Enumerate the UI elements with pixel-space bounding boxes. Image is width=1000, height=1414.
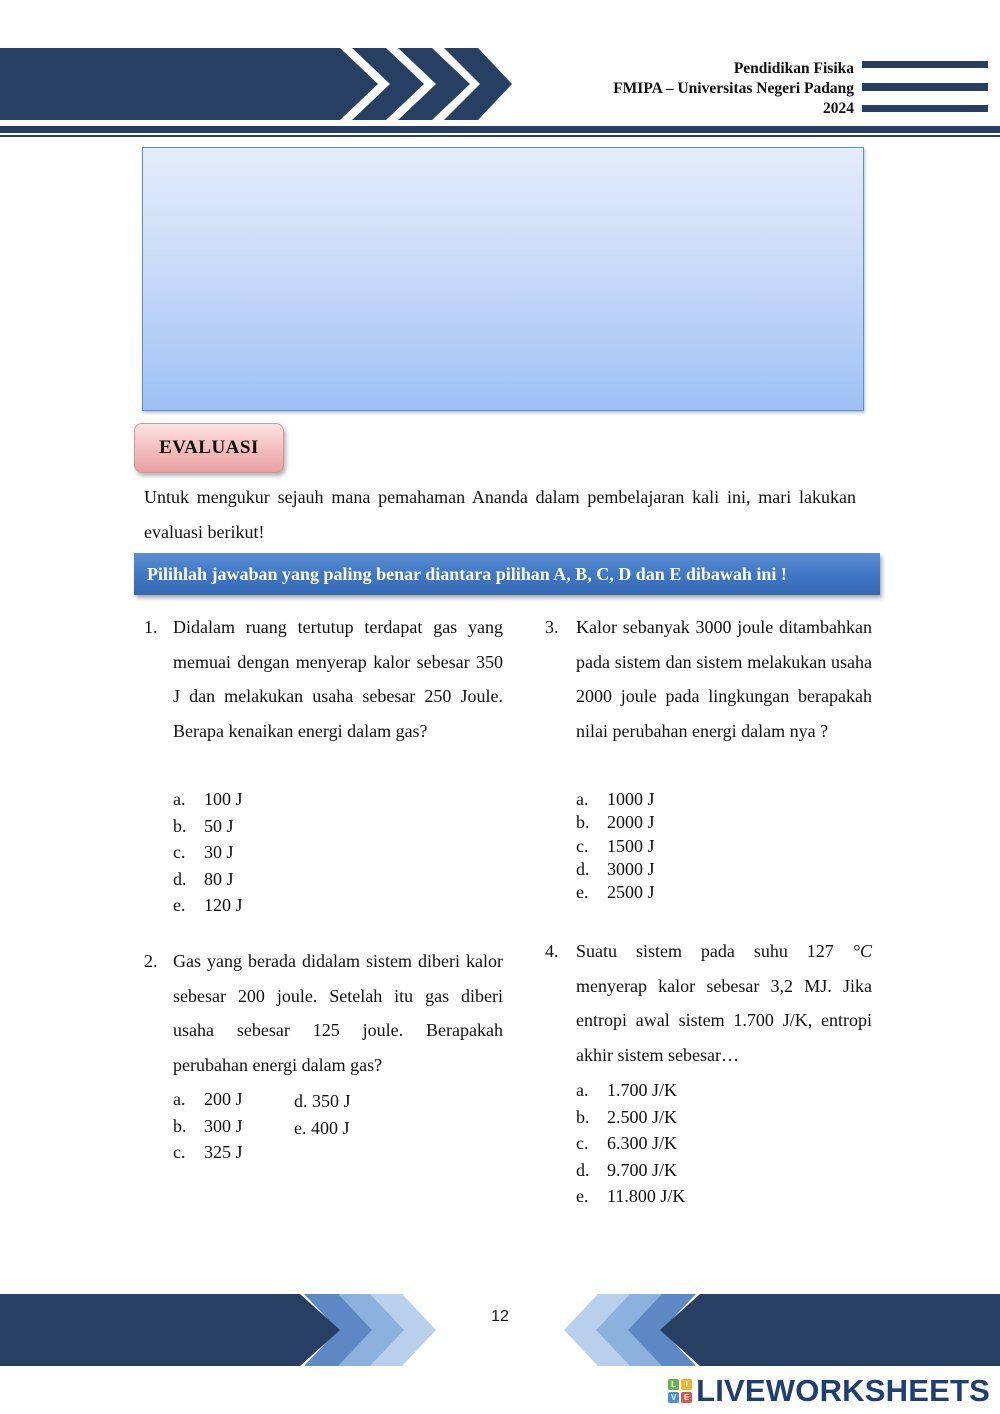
option-value: 300 J	[204, 1115, 243, 1136]
answer-option[interactable]	[576, 858, 776, 881]
option-text: d. 350 J	[294, 1091, 351, 1111]
option-value: 1000 J	[607, 789, 655, 809]
option-value: 30 J	[204, 842, 234, 862]
question-number: 4.	[545, 941, 559, 961]
option-letter: a.	[173, 1089, 186, 1109]
question-text-start: Suatu sistem pada suhu 127	[576, 941, 834, 961]
answer-option[interactable]	[294, 1088, 404, 1115]
option-value: 100 J	[204, 789, 243, 809]
question-4	[545, 934, 875, 1219]
header-university: FMIPA – Universitas Negeri Padang	[613, 80, 854, 97]
option-value: 2500 J	[607, 882, 655, 903]
option-letter: c.	[173, 842, 186, 862]
option-letter: e.	[173, 895, 186, 915]
option-letter: c.	[576, 835, 589, 856]
option-letter: a.	[576, 1080, 589, 1100]
question-2	[144, 944, 504, 1174]
option-value: 3000 J	[607, 858, 655, 879]
liveworksheets-brand	[668, 1373, 990, 1409]
option-letter: b.	[173, 815, 187, 836]
question-number: 1.	[144, 617, 158, 637]
content-panel	[142, 147, 864, 411]
option-letter: d.	[173, 868, 187, 889]
instruction-bar: Pilihlah jawaban yang paling benar diantara pilihan A, B, C, D dan E dibawah ini !	[134, 553, 880, 595]
option-value: 80 J	[204, 868, 234, 889]
option-letter: b.	[576, 812, 590, 833]
answer-option[interactable]	[576, 811, 776, 834]
answer-options	[173, 786, 373, 919]
liveworksheets-wordmark: LIVEWORKSHEETS	[696, 1373, 990, 1408]
temperature-unit: °C	[852, 941, 872, 961]
answer-option[interactable]	[576, 1077, 776, 1104]
question-text	[576, 934, 872, 1072]
question-number: 3.	[545, 617, 559, 637]
option-value: 9.700 J/K	[607, 1159, 678, 1180]
question-text: Gas yang berada didalam sistem diberi kalor sebesar 200 joule. Setelah itu gas diberi usaha sebesar 125 joule. Berapakah perubahan energi dalam gas?	[173, 951, 503, 1075]
option-value: 6.300 J/K	[607, 1133, 678, 1153]
option-value: 120 J	[204, 895, 243, 915]
option-letter: c.	[576, 1133, 589, 1153]
question-3	[545, 610, 875, 910]
header-year: 2024	[823, 100, 854, 117]
option-letter: c.	[173, 1142, 186, 1162]
answer-options	[576, 1077, 776, 1210]
question-number: 2.	[144, 951, 158, 971]
option-letter: a.	[173, 789, 186, 809]
answer-option[interactable]	[173, 786, 373, 813]
logo-letter: L	[668, 1379, 679, 1390]
answer-option[interactable]	[173, 1139, 283, 1166]
answer-option[interactable]	[576, 1104, 776, 1131]
option-letter: b.	[576, 1106, 590, 1127]
header-text	[534, 59, 854, 119]
logo-letter: I	[681, 1379, 692, 1390]
option-value: 325 J	[204, 1142, 243, 1162]
answer-option[interactable]	[294, 1115, 404, 1142]
answer-option[interactable]	[173, 1086, 283, 1113]
page-number: 12	[491, 1308, 509, 1325]
answer-options	[576, 788, 776, 904]
option-value: 11.800 J/K	[607, 1186, 686, 1206]
answer-option[interactable]	[173, 839, 373, 866]
question-1	[144, 610, 504, 930]
evaluasi-badge: EVALUASI	[134, 423, 284, 473]
answer-option[interactable]	[173, 866, 373, 893]
answer-options	[173, 1086, 283, 1166]
answer-options-col2	[294, 1088, 404, 1141]
header-department: Pendidikan Fisika	[733, 60, 854, 77]
logo-letter: E	[681, 1392, 692, 1403]
option-value: 1500 J	[607, 835, 655, 856]
answer-option[interactable]	[576, 1183, 776, 1210]
option-value: 2000 J	[607, 812, 655, 833]
option-value: 50 J	[204, 815, 234, 836]
answer-option[interactable]	[576, 881, 776, 904]
logo-letter: V	[668, 1392, 679, 1403]
option-value: 200 J	[204, 1089, 243, 1109]
answer-option[interactable]	[173, 1113, 283, 1140]
question-text: Kalor sebanyak 3000 joule ditambahkan pada sistem dan sistem melakukan usaha 2000 joule pada lingkungan berapakah nilai perubahan energi dalam nya ?	[576, 617, 872, 741]
answer-option[interactable]	[576, 788, 776, 811]
option-text: e. 400 J	[294, 1117, 350, 1138]
answer-option[interactable]	[173, 813, 373, 840]
footer-decoration	[0, 1288, 1000, 1373]
option-letter: d.	[576, 858, 590, 879]
liveworksheets-logo-icon	[668, 1379, 692, 1403]
option-letter: e.	[576, 1186, 589, 1206]
option-letter: b.	[173, 1115, 187, 1136]
option-letter: e.	[576, 882, 589, 903]
answer-option[interactable]	[576, 835, 776, 858]
option-letter: a.	[576, 789, 589, 809]
intro-paragraph: Untuk mengukur sejauh mana pemahaman Ananda dalam pembelajaran kali ini, mari lakukan evaluasi berikut!	[144, 487, 856, 542]
option-value: 1.700 J/K	[607, 1080, 678, 1100]
answer-option[interactable]	[576, 1130, 776, 1157]
option-value: 2.500 J/K	[607, 1106, 678, 1127]
option-letter: d.	[576, 1159, 590, 1180]
question-text: Didalam ruang tertutup terdapat gas yang memuai dengan menyerap kalor sebesar 350 J dan melakukan usaha sebesar 250 Joule. Berapa kenaikan energi dalam gas?	[173, 617, 503, 741]
answer-option[interactable]	[576, 1157, 776, 1184]
question-text-end: menyerap kalor sebesar 3,2 MJ. Jika entropi awal sistem 1.700 J/K, entropi akhir sistem sebesar…	[576, 975, 872, 1065]
answer-option[interactable]	[173, 892, 373, 919]
